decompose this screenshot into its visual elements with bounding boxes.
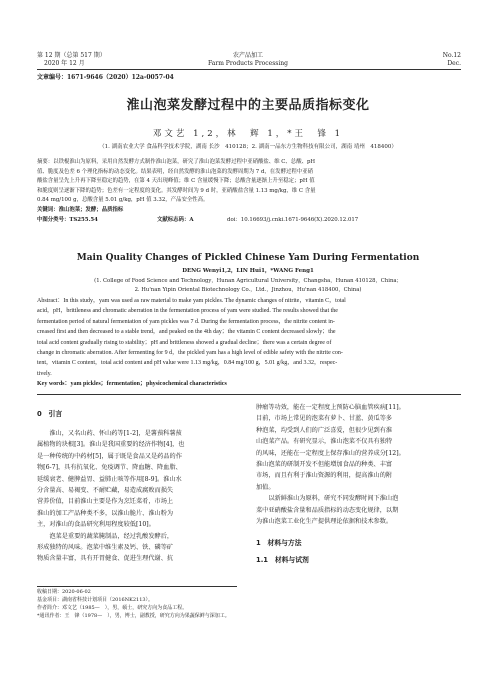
body-line: 营养价值，目前淮山主要是作为烹饪菜肴，市场上 (37, 498, 174, 506)
header-issue: 第 12 期（总第 517 期） (37, 52, 106, 59)
abstract-cn-line: 和脆度则呈逐渐下降的趋势；色差有一定程度的变化。其发酵时间为 9 d 时，亚硝酸盐含量 1.13 mg/kg，维 C 含量 (37, 187, 316, 194)
body-line: 加值。 (256, 483, 275, 491)
left-column (37, 428, 244, 565)
body-line: 是一种传统的中药材[5]，属于既是食品又是药品的作 (37, 452, 182, 460)
body-line: 物[6-7]，具有抗氧化、免疫调节、降血糖、降血脂、 (37, 464, 182, 472)
header-rule (37, 69, 461, 70)
abstract-en (37, 296, 461, 390)
title-cn: 淮山泡菜发酵过程中的主要品质指标变化 (126, 98, 370, 113)
footnote-received: 收稿日期：2020-06-02 (37, 589, 91, 595)
footnotes (37, 588, 297, 620)
abstract-en-line: Abstract：In this study，yam was used as raw material to make yam pickles. The dynamic changes of nitrite，vitamin C，total (37, 298, 346, 304)
body-line: 种泡菜，均受到人们的广泛喜爱，但很少见到有淮 (256, 426, 393, 434)
keywords-cn: 关键词：淮山泡菜；发酵；品质指标 (37, 206, 124, 213)
header-no: No.12 (442, 52, 461, 59)
abstract-cn-line: 0.84 mg/100 g，总酸含量 5.01 g/kg，pH 值 3.32，产品安全性高。 (37, 197, 209, 204)
footnote-author: 作者简介：邓文艺（1985— ），男，硕士，研究方向为食品工程。 (37, 605, 188, 611)
body-line: 以新鲜淮山为原料，研究不同发酵时间下淮山泡 (256, 495, 399, 503)
affiliation-en-1: (1. College of Food Science and Technology，Hunan Agricultural University，Changsha，Hunan 410128，China； (94, 278, 402, 284)
affiliation-en-2: 2. Hu'nan Yipin Oriental Biotechnology Co.，Ltd.，Jinzhou，Hu'nan 418400，China) (134, 287, 362, 293)
body-line: 山泡菜产品。有研究显示，淮山泡菜不仅具有独特 (256, 438, 393, 446)
abstract-cn-line: 值、脆度及色差 6 个理化指标的动态变化。结果表明，经自然发酵的淮山泡菜的发酵周期为 7 d，在发酵过程中亚硝 (37, 168, 313, 175)
body-line: 主，对淮山的食品研究利用程度较低[10]。 (37, 521, 155, 529)
header-month: Dec. (447, 60, 461, 67)
body-line: 菜中亚硝酸盐含量和品质指标的动态变化规律，以期 (256, 506, 399, 514)
abstract-en-line: total acid content gradually rising to stability；pH and brittleness showed a gradual decline；there was a certain degree of (37, 339, 332, 346)
classification-cn: 中图分类号：TS255.54 (37, 216, 98, 223)
doc-code-cn: 文献标志码：A (157, 216, 194, 223)
abstract-en-line: change in chromatic aberration. After fermenting for 9 d，the pickled yam has a high level of edible safety with the nitrite con- (37, 350, 343, 357)
body-line: 为淮山泡菜工业化生产提供理论依据和技术参数。 (256, 518, 393, 526)
header-date: 2020 年 12 月 (44, 60, 85, 67)
abstract-cn (37, 158, 461, 225)
header-journal-cn: 农产品加工 (232, 52, 263, 59)
body-line: 泡菜是重要的蔬菜腌制品，经过乳酸发酵后， (37, 532, 174, 540)
footnote-rule (37, 586, 237, 587)
article-number: 文章编号：1671-9646（2020）12a-0057-04 (37, 74, 174, 81)
body-line: 市场，而且有利于淮山资源的利用，提高淮山的附 (256, 472, 393, 480)
abstract-en-line: fermentation period of natural fermentation of yam pickles was 7 d. During the fermentation process，the nitrite content in- (37, 318, 335, 325)
body-line: 的风味，还能在一定程度上保存淮山的营养成分[12]。 (256, 449, 405, 457)
abstract-en-line: tively. (37, 370, 52, 377)
abstract-rule (37, 394, 461, 395)
body-line: 延缓衰老、健脾益胃、益肺止咳等作用[8-9]。淮山水 (37, 475, 182, 483)
title-en: Main Quality Changes of Pickled Chinese Yam During Fermentation (76, 253, 420, 263)
authors-cn: 邓文艺 1,2，林 辉 1，*王 锋 1 (152, 129, 344, 139)
keywords-en: Key words：yam pickles；fermentation；physicochemical characteristics (37, 381, 227, 388)
body-line: 目前，市场上常见的泡菜有萝卜、甘蓝、黄瓜等多 (256, 415, 393, 423)
doi: doi：10.16693/j.cnki.1671-9646(X).2020.12.017 (227, 216, 359, 223)
body-line: 形成独特的风味。泡菜中维生素及钙、铁、磷等矿 (37, 544, 174, 552)
body-line: 分含量高、易褐变、不耐贮藏，易造成腐败而损失 (37, 487, 174, 495)
body-line: 淮山泡菜的研制开发不但能增加食品的种类、丰富 (256, 461, 393, 469)
section-1-heading: 1 材料与方法 (256, 539, 302, 547)
authors-en: DENG Wenyi1,2，LIN Hui1，*WANG Feng1 (182, 268, 314, 274)
body-line: 淮山的加工产品种类不多，以淮山脆片、淮山粉为 (37, 509, 174, 517)
body-line: 物质含量丰富，具有开胃健食、促进生理代谢、抗 (37, 555, 174, 563)
abstract-en-line: creased first and then decreased to a stable trend，and peaked on the 4th day；the vitamin C content decreased slowly；the (37, 329, 336, 336)
body-line: 淮山，又名山药、怀山药等[1-2]，是薯蓣科薯蓣 (37, 430, 182, 437)
right-column (256, 402, 463, 527)
footnote-corresponding: *通讯作者：王 锋（1978— ），男，博士，副教授，研究方向为果蔬保鲜与深加工。 (37, 613, 230, 619)
footnote-fund: 基金项目：湖南省科技计划项目（2016NK2113）。 (37, 597, 154, 603)
abstract-cn-line: 摘要：以铁棍淮山为原料，采用自然发酵方式制作淮山泡菜，研究了淮山泡菜发酵过程中亚硝酸盐、维 C、总酸、pH (37, 159, 316, 165)
affiliation-cn: （1. 湖南农业大学 食品科学技术学院，湖南 长沙 410128；2. 湖南一品东方生物科技有限公司，湖南 靖州 418400） (99, 144, 397, 150)
classification-row (37, 216, 461, 226)
body-line: 肿瘤等功效，能在一定程度上预防心脑血管疾病[11]。 (256, 404, 405, 411)
body-line: 属植物的块根[3]。淮山是我国重要的经济作物[4]，也 (37, 441, 185, 449)
abstract-cn-line: 酸盐含量呈先上升再下降至稳定的趋势，在第 4 天出现峰值；维 C 含量缓慢下降；总酸含量逐渐上升至稳定；pH 值 (37, 178, 315, 185)
abstract-en-line: tent，vitamin C content，total acid content and pH value were 1.13 mg/kg，0.84 mg/100 g，5.01 g/kg，and 3.32，respec- (37, 360, 338, 367)
section-1-1-heading: 1.1 材料与试剂 (256, 556, 309, 564)
abstract-en-line: acid，pH，brittleness and chromatic aberration in the fermentation process of yam were studied. The results showed that the (37, 308, 338, 315)
section-intro-heading: 0 引言 (37, 410, 63, 418)
header-journal-en: Farm Products Processing (208, 60, 288, 67)
